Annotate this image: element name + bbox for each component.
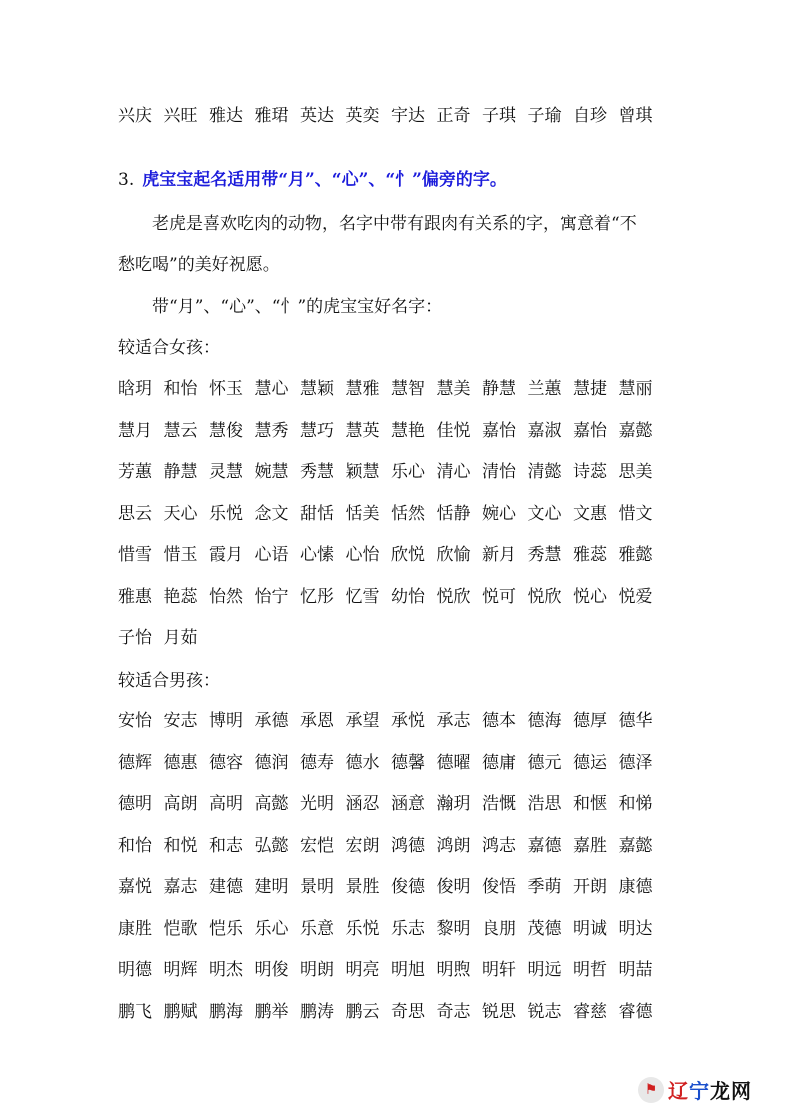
boy-name: 鸿志 <box>482 835 516 856</box>
boy-name: 德惠 <box>163 752 198 773</box>
girl-name: 婉心 <box>482 503 516 524</box>
girl-name: 心怡 <box>345 545 380 565</box>
boy-name: 明亮 <box>345 960 380 980</box>
girl-name: 慧俊 <box>209 420 243 441</box>
intro-name: 英达 <box>300 106 334 126</box>
girl-name: 天心 <box>163 503 198 524</box>
girl-name: 月茹 <box>163 628 198 648</box>
girl-name: 霞月 <box>209 545 243 565</box>
girl-name: 清心 <box>436 462 471 482</box>
girl-name: 慧丽 <box>618 379 653 399</box>
boy-name: 鹏涛 <box>300 1001 334 1022</box>
girl-name: 怀玉 <box>209 379 243 399</box>
boy-name: 安志 <box>163 711 198 731</box>
boy-name: 承恩 <box>300 711 334 731</box>
boy-name: 德水 <box>345 752 380 773</box>
intro-name: 宇达 <box>391 106 425 126</box>
girl-name: 乐心 <box>391 462 425 482</box>
boy-name: 鹏举 <box>254 1001 289 1022</box>
boy-name: 弘懿 <box>254 835 289 856</box>
boy-name: 睿慈 <box>573 1001 607 1022</box>
boy-name: 嘉德 <box>527 835 562 856</box>
girl-name: 惜雪 <box>118 545 152 565</box>
girl-name: 悦爱 <box>618 586 653 607</box>
girl-name: 惜玉 <box>163 545 198 565</box>
girl-name: 新月 <box>482 545 516 565</box>
boy-name: 嘉懿 <box>618 835 653 856</box>
boy-name: 明杰 <box>209 960 243 980</box>
girl-name: 恬静 <box>436 503 471 524</box>
girl-name: 嘉怡 <box>482 420 516 441</box>
boy-name: 承望 <box>345 711 380 731</box>
boy-name: 茂德 <box>527 918 562 939</box>
boy-names-row <box>118 792 664 816</box>
boy-name: 康胜 <box>118 918 152 939</box>
boy-name: 高懿 <box>254 794 289 814</box>
boy-name: 宏恺 <box>300 835 334 856</box>
girl-name: 芳蕙 <box>118 462 152 482</box>
boy-name: 鹏赋 <box>163 1001 198 1022</box>
girl-name: 清懿 <box>527 462 562 482</box>
boy-name: 锐志 <box>527 1001 562 1022</box>
boys-label: 较适合男孩： <box>118 671 220 691</box>
girl-name: 兰蕙 <box>527 379 562 399</box>
boy-name: 嘉志 <box>163 877 198 897</box>
girl-name: 慧心 <box>254 379 289 399</box>
boy-name: 良朋 <box>482 918 516 939</box>
boy-name: 明朗 <box>300 960 334 980</box>
intro-name: 兴庆 <box>118 106 152 126</box>
boy-name: 德元 <box>527 752 562 773</box>
boy-name: 锐思 <box>482 1001 516 1022</box>
boy-name: 德庸 <box>482 752 516 773</box>
girl-name: 慧雅 <box>345 379 380 399</box>
girl-name: 子怡 <box>118 628 152 648</box>
girl-name: 甜恬 <box>300 503 334 524</box>
girl-names-row <box>118 543 664 567</box>
girl-name: 悦欣 <box>436 586 471 607</box>
intro-name: 子瑜 <box>527 106 562 126</box>
boy-name: 嘉胜 <box>573 835 607 856</box>
girl-name: 慧艳 <box>391 420 425 441</box>
intro-name: 自珍 <box>573 106 607 126</box>
intro-name: 正奇 <box>436 106 471 126</box>
girl-name: 怡宁 <box>254 586 289 607</box>
boy-name: 承志 <box>436 711 471 731</box>
boy-name: 和志 <box>209 835 243 856</box>
site-watermark <box>638 1075 752 1104</box>
boy-name: 奇志 <box>436 1001 471 1022</box>
boy-name: 德辉 <box>118 752 152 773</box>
boy-name: 和怡 <box>118 835 152 856</box>
intro-name: 英奕 <box>345 106 380 126</box>
boy-name: 宏朗 <box>345 835 380 856</box>
girl-name: 慧智 <box>391 379 425 399</box>
boy-name: 明德 <box>118 960 152 980</box>
intro-name: 子琪 <box>482 106 516 126</box>
girl-names-row <box>118 419 664 443</box>
girl-name: 灵慧 <box>209 462 243 482</box>
girl-name: 婉慧 <box>254 462 289 482</box>
boy-names-row <box>118 709 664 733</box>
girl-name: 忆彤 <box>300 586 334 607</box>
boy-name: 俊悟 <box>482 877 516 897</box>
boy-name: 安怡 <box>118 711 152 731</box>
girl-name: 诗蕊 <box>573 462 607 482</box>
boy-name: 明达 <box>618 918 653 939</box>
girl-name: 艳蕊 <box>163 586 198 607</box>
girl-name: 慧捷 <box>573 379 607 399</box>
boy-names-row <box>118 875 664 899</box>
girl-name: 晗玥 <box>118 379 152 399</box>
girls-label: 较适合女孩： <box>118 338 220 358</box>
boy-name: 德明 <box>118 794 152 814</box>
boy-name: 德曜 <box>436 752 471 773</box>
boy-name: 嘉悦 <box>118 877 152 897</box>
girl-name: 佳悦 <box>436 420 471 441</box>
paragraph-2: 带“月”、“心”、“忄”的虎宝宝好名字： <box>152 297 443 317</box>
boy-name: 鹏云 <box>345 1001 380 1022</box>
girl-name: 怡然 <box>209 586 243 607</box>
boy-name: 明哲 <box>573 960 607 980</box>
boy-name: 乐悦 <box>345 918 380 939</box>
girl-name: 雅惠 <box>118 586 152 607</box>
boy-name: 涵忍 <box>345 794 380 814</box>
boy-names-row <box>118 958 664 982</box>
intro-name: 雅达 <box>209 106 243 126</box>
boy-name: 景明 <box>300 877 334 897</box>
girl-name: 清怡 <box>482 462 516 482</box>
boy-name: 德华 <box>618 711 653 731</box>
girl-name: 慧月 <box>118 420 152 441</box>
boy-name: 奇思 <box>391 1001 425 1022</box>
girl-name: 文惠 <box>573 503 607 524</box>
boy-name: 睿德 <box>618 1001 653 1022</box>
girl-name: 惜文 <box>618 503 653 524</box>
boy-name: 鸿德 <box>391 835 425 856</box>
girl-name: 颖慧 <box>345 462 380 482</box>
girl-name: 雅懿 <box>618 545 653 565</box>
pin-icon: ⚑ <box>638 1077 664 1103</box>
girl-name: 慧颖 <box>300 379 334 399</box>
boy-name: 涵意 <box>391 794 425 814</box>
boy-name: 瀚玥 <box>436 794 471 814</box>
section-3-heading <box>118 168 507 192</box>
boy-name: 明煦 <box>436 960 471 980</box>
intro-names-row <box>118 104 664 128</box>
boy-name: 鸿朗 <box>436 835 471 856</box>
boy-name: 和悌 <box>618 794 653 814</box>
paragraph-1-line-1: 老虎是喜欢吃肉的动物，名字中带有跟肉有关系的字，寓意着“不 <box>152 214 637 234</box>
boy-name: 季萌 <box>527 877 562 897</box>
boy-name: 和惬 <box>573 794 607 814</box>
girl-name: 念文 <box>254 503 289 524</box>
boy-name: 德容 <box>209 752 243 773</box>
boy-name: 恺乐 <box>209 918 243 939</box>
boy-name: 德润 <box>254 752 289 773</box>
intro-name: 曾琪 <box>618 106 653 126</box>
boy-name: 明远 <box>527 960 562 980</box>
boy-name: 鹏飞 <box>118 1001 152 1022</box>
girl-name: 思美 <box>618 462 653 482</box>
girl-names-row <box>118 626 209 650</box>
girl-names-row <box>118 585 664 609</box>
girl-name: 嘉怡 <box>573 420 607 441</box>
intro-name: 雅珺 <box>254 106 289 126</box>
boy-name: 明俊 <box>254 960 289 980</box>
boy-name: 黎明 <box>436 918 471 939</box>
boy-name: 鹏海 <box>209 1001 243 1022</box>
boy-name: 承德 <box>254 711 289 731</box>
girl-name: 慧秀 <box>254 420 289 441</box>
girl-name: 秀慧 <box>527 545 562 565</box>
boy-name: 俊德 <box>391 877 425 897</box>
boy-name: 德运 <box>573 752 607 773</box>
girl-name: 悦心 <box>573 586 607 607</box>
girl-name: 嘉淑 <box>527 420 562 441</box>
girl-name: 慧美 <box>436 379 471 399</box>
boy-name: 德本 <box>482 711 516 731</box>
boy-name: 明辉 <box>163 960 198 980</box>
boy-name: 乐意 <box>300 918 334 939</box>
boy-name: 明诚 <box>573 918 607 939</box>
boy-name: 乐心 <box>254 918 289 939</box>
boy-names-row <box>118 834 664 858</box>
boy-name: 开朗 <box>573 877 607 897</box>
boy-name: 德泽 <box>618 752 653 773</box>
boy-name: 浩思 <box>527 794 562 814</box>
boy-names-row <box>118 917 664 941</box>
boy-name: 德海 <box>527 711 562 731</box>
girl-name: 忆雪 <box>345 586 380 607</box>
girl-names-row <box>118 460 664 484</box>
girl-name: 雅蕊 <box>573 545 607 565</box>
girl-name: 幼怡 <box>391 586 425 607</box>
boy-name: 明喆 <box>618 960 653 980</box>
girl-name: 秀慧 <box>300 462 334 482</box>
girl-name: 乐悦 <box>209 503 243 524</box>
girl-name: 思云 <box>118 503 152 524</box>
girl-name: 静慧 <box>482 379 516 399</box>
watermark-text: 辽宁龙网 <box>668 1079 752 1103</box>
girl-name: 慧巧 <box>300 420 334 441</box>
girl-names-row <box>118 377 664 401</box>
girl-name: 嘉懿 <box>618 420 653 441</box>
girl-name: 恬然 <box>391 503 425 524</box>
boy-name: 俊明 <box>436 877 471 897</box>
boy-name: 建明 <box>254 877 289 897</box>
boy-name: 明旭 <box>391 960 425 980</box>
boy-name: 高朗 <box>163 794 198 814</box>
girl-name: 欣愉 <box>436 545 471 565</box>
girl-name: 和怡 <box>163 379 198 399</box>
boy-name: 明轩 <box>482 960 516 980</box>
boy-name: 承悦 <box>391 711 425 731</box>
section-title: 虎宝宝起名适用带“月”、“心”、“忄”偏旁的字。 <box>142 170 507 190</box>
section-number: 3. <box>118 170 135 190</box>
boy-name: 光明 <box>300 794 334 814</box>
girl-name: 静慧 <box>163 462 198 482</box>
boy-name: 景胜 <box>345 877 380 897</box>
girl-name: 欣悦 <box>391 545 425 565</box>
girl-name: 慧英 <box>345 420 380 441</box>
boy-name: 恺歌 <box>163 918 198 939</box>
girl-names-row <box>118 502 664 526</box>
girl-name: 慧云 <box>163 420 198 441</box>
boy-name: 和悦 <box>163 835 198 856</box>
boy-name: 德寿 <box>300 752 334 773</box>
girl-name: 心语 <box>254 545 289 565</box>
intro-name: 兴旺 <box>163 106 198 126</box>
boy-names-row <box>118 1000 664 1024</box>
boy-names-row <box>118 751 664 775</box>
boy-name: 乐志 <box>391 918 425 939</box>
boy-name: 博明 <box>209 711 243 731</box>
girl-name: 文心 <box>527 503 562 524</box>
girl-name: 悦可 <box>482 586 516 607</box>
boy-name: 德厚 <box>573 711 607 731</box>
girl-name: 恬美 <box>345 503 380 524</box>
boy-name: 德馨 <box>391 752 425 773</box>
boy-name: 浩慨 <box>482 794 516 814</box>
paragraph-1-line-2: 愁吃喝”的美好祝愿。 <box>118 255 280 275</box>
girl-name: 心愫 <box>300 545 334 565</box>
girl-name: 悦欣 <box>527 586 562 607</box>
boy-name: 高明 <box>209 794 243 814</box>
boy-name: 建德 <box>209 877 243 897</box>
boy-name: 康德 <box>618 877 653 897</box>
